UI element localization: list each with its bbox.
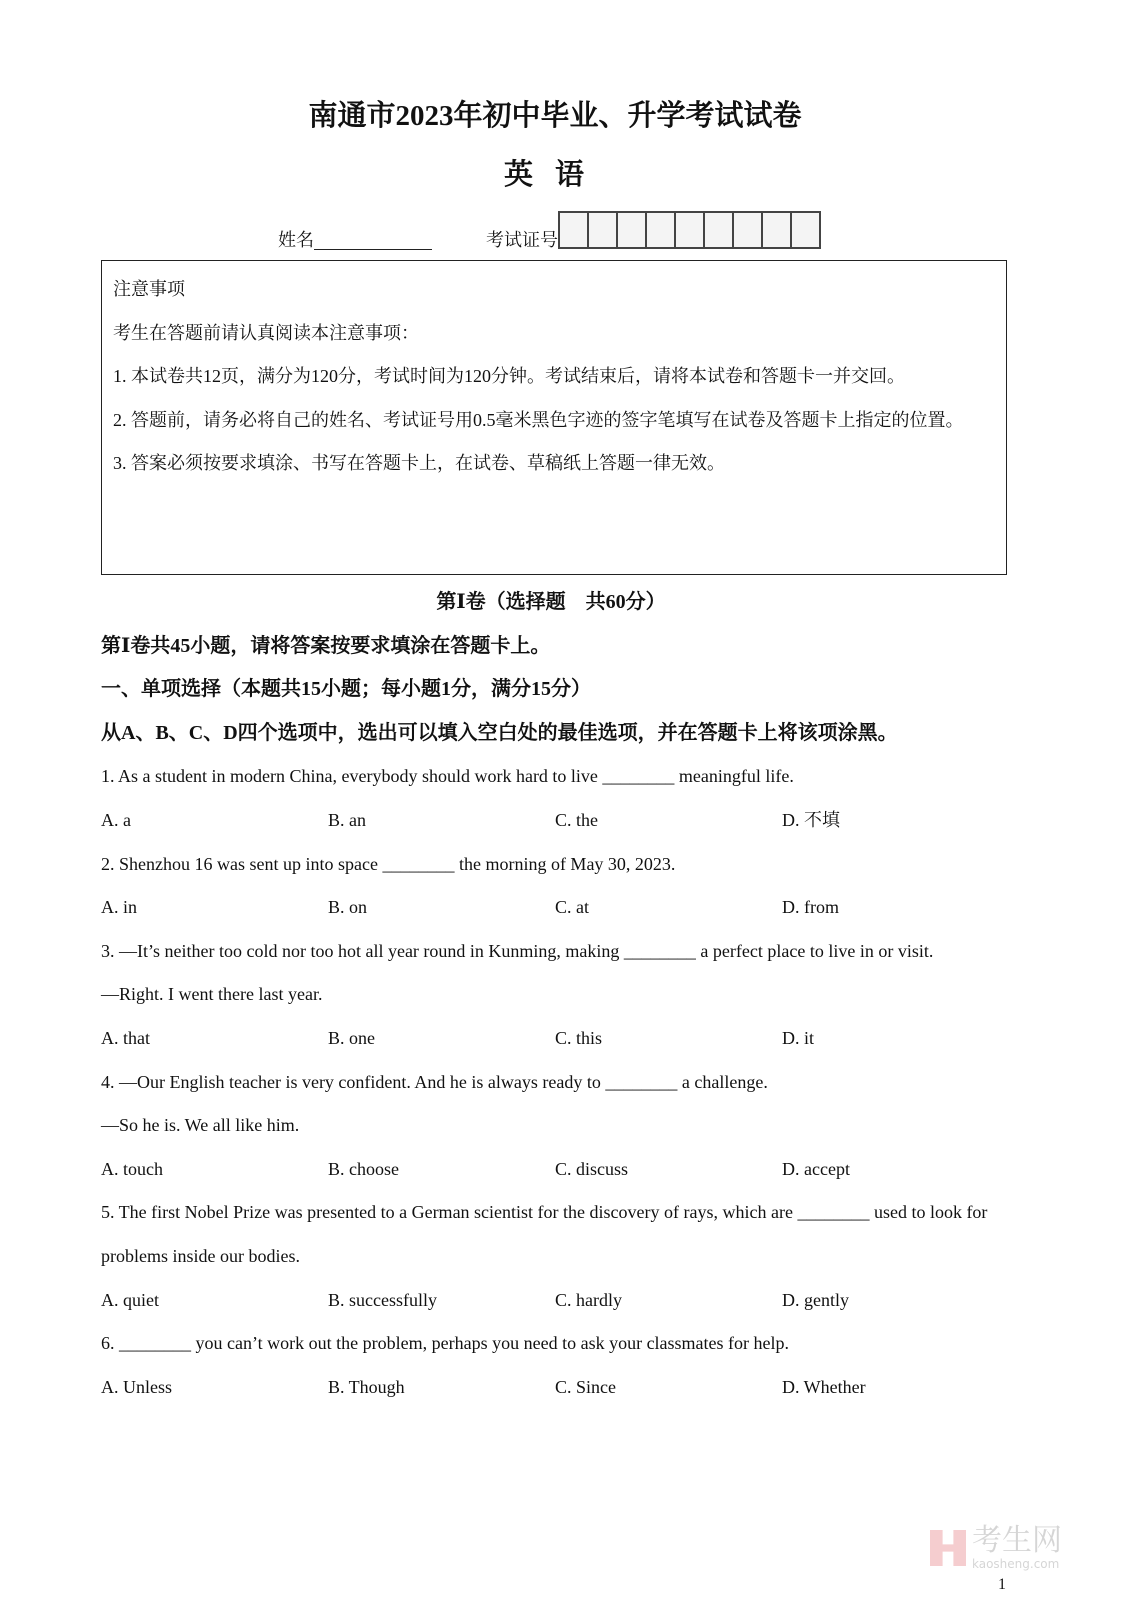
option: A. touch (101, 1158, 163, 1179)
question-options (101, 886, 1011, 930)
candidate-info-row (278, 226, 821, 252)
subject-title: 英语 (503, 159, 606, 191)
question (101, 1191, 1011, 1322)
notice-intro: 考生在答题前请认真阅读本注意事项： (113, 322, 419, 343)
notice-heading: 注意事项 (113, 279, 185, 299)
exam-title: 南通市2023年初中毕业、升学考试试卷 (308, 100, 802, 132)
question-options (101, 1017, 1011, 1061)
part-title: 一、单项选择（本题共15小题；每小题1分，满分15分） (101, 678, 591, 701)
notice-item: 3. 答案必须按要求填涂、书写在答题卡上，在试卷、草稿纸上答题一律无效。 (113, 453, 725, 474)
option: C. Since (555, 1376, 616, 1397)
option: B. one (328, 1027, 375, 1048)
name-label: 姓名 (278, 230, 314, 250)
exam-id-label: 考试证号 (486, 230, 558, 250)
question-text: 1. As a student in modern China, everybody should work hard to live ________ meaningful life. (101, 766, 794, 787)
question-options (101, 1148, 1011, 1192)
question-text: —Right. I went there last year. (101, 984, 323, 1005)
notice-item: 1. 本试卷共12页，满分为120分，考试时间为120分钟。考试结束后，请将本试卷和答题卡一并交回。 (113, 366, 905, 387)
option: A. in (101, 897, 137, 918)
exam-id-boxes (558, 211, 821, 249)
question-options (101, 799, 1011, 843)
question (101, 843, 1011, 930)
option: B. successfully (328, 1289, 437, 1310)
name-blank (314, 229, 432, 250)
page-number: 1 (998, 1576, 1006, 1593)
option: A. a (101, 809, 131, 830)
question-options (101, 1279, 1011, 1323)
option: D. gently (782, 1289, 849, 1310)
option: B. choose (328, 1158, 399, 1179)
option: B. an (328, 809, 366, 830)
question (101, 755, 1011, 842)
question-text: —So he is. We all like him. (101, 1115, 300, 1136)
question (101, 930, 1011, 1061)
option: B. on (328, 897, 368, 918)
watermark-logo (930, 1525, 1062, 1571)
option: D. it (782, 1027, 815, 1048)
question (101, 1322, 1011, 1409)
question (101, 1061, 1011, 1192)
question-text: 3. —It’s neither too cold nor too hot all year round in Kunming, making ________ a perfect place to live in or visit. (101, 940, 934, 961)
option: C. this (555, 1027, 603, 1048)
section-title: 第Ⅰ卷（选择题 共60分） (436, 591, 666, 613)
question-options (101, 1366, 1011, 1410)
option: B. Though (328, 1376, 405, 1397)
question-list (101, 755, 1011, 1409)
option: D. 不填 (782, 809, 840, 830)
option: D. Whether (782, 1376, 866, 1397)
question-text: 5. The first Nobel Prize was presented to a German scientist for the discovery of rays, which are ________ used to look for problems inside our bodies. (101, 1202, 988, 1266)
question-text: 2. Shenzhou 16 was sent up into space ________ the morning of May 30, 2023. (101, 853, 676, 874)
section-instruction: 第Ⅰ卷共45小题，请将答案按要求填涂在答题卡上。 (101, 634, 551, 657)
option: A. Unless (101, 1376, 172, 1397)
watermark-en: kaosheng.com (972, 1557, 1060, 1571)
part-instruction: 从A、B、C、D四个选项中，选出可以填入空白处的最佳选项，并在答题卡上将该项涂黑。 (101, 721, 898, 744)
question-text: 6. ________ you can’t work out the problem, perhaps you need to ask your classmates for help. (101, 1333, 790, 1354)
option: C. discuss (555, 1158, 629, 1179)
option: C. hardly (555, 1289, 622, 1310)
option: D. accept (782, 1158, 850, 1179)
option: D. from (782, 897, 839, 918)
question-text: 4. —Our English teacher is very confident. And he is always ready to ________ a challenge. (101, 1071, 768, 1092)
option: C. at (555, 897, 589, 918)
option: A. quiet (101, 1289, 159, 1310)
watermark-cn: 考生网 (972, 1523, 1062, 1558)
notice-box (101, 260, 1007, 575)
exam-content (101, 581, 1011, 1409)
option: C. the (555, 809, 598, 830)
option: A. that (101, 1027, 150, 1048)
notice-item: 2. 答题前，请务必将自己的姓名、考试证号用0.5毫米黑色字迹的签字笔填写在试卷及答题卡上指定的位置。 (113, 409, 964, 430)
logo-icon (930, 1530, 966, 1566)
